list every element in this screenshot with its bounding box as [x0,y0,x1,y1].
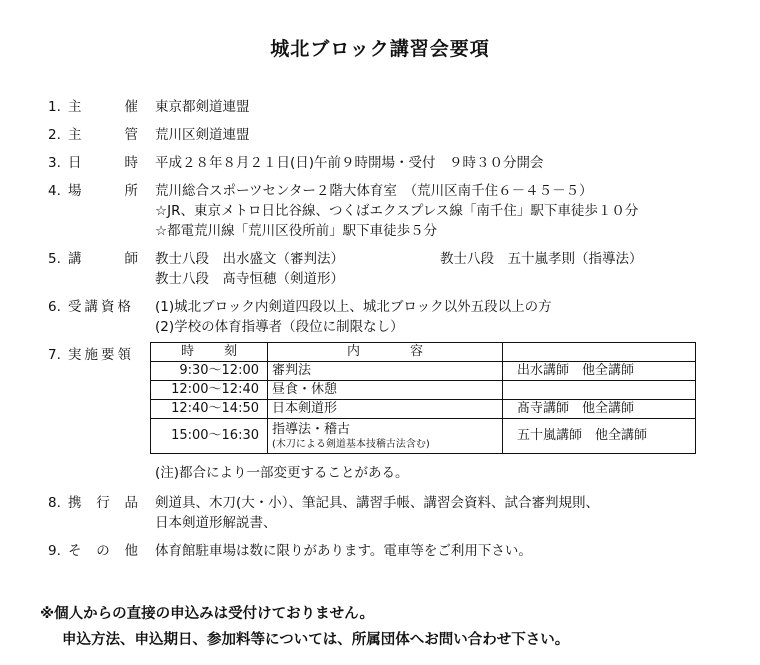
item-number: 9. [48,543,61,559]
row-lecturer: 髙寺講師 他全講師 [503,400,696,419]
item-number: 2. [48,127,61,143]
row-time: 12:00～12:40 [151,381,268,400]
label-char: そ [68,543,82,559]
row-time: 15:00～16:30 [151,419,268,454]
label-char: 師 [124,251,138,267]
table-header-row [151,343,696,362]
venue-line: 荒川総合スポーツセンター２階大体育室 （荒川区南千住６－４５－５） [155,183,593,199]
item-number: 6. [48,299,61,315]
item-number: 1. [48,99,61,115]
header-char: 内 [346,344,360,359]
footer-notice: ※個人からの直接の申込みは受付けておりません。 [40,606,374,622]
item-number: 3. [48,155,61,171]
table-row [151,419,696,454]
item-number: 8. [48,495,61,511]
label-char: 講 [68,251,82,267]
item-number: 4. [48,183,61,199]
label-char: 主 [68,99,82,115]
label-char: 場 [68,183,82,199]
other-value: 体育館駐車場は数に限りがあります。電車等をご利用下さい。 [155,543,532,559]
item-label-venue [68,182,138,200]
item-label-belongings [68,494,138,512]
item-label-eligibility: 受講資格 [68,299,134,315]
label-char: 管 [124,127,138,143]
item-label-management [68,126,138,144]
venue-access-line: ☆JR、東京メトロ日比谷線、つくばエクスプレス線「南千住」駅下車徒歩１０分 [155,203,639,219]
row-lecturer [503,381,696,400]
eligibility-line: (1)城北ブロック内剣道四段以上、城北ブロック以外五段以上の方 [155,299,552,315]
header-char: 容 [410,344,424,359]
instructor: 教士八段 五十嵐孝則（指導法） [440,251,643,267]
footer-notice: 申込方法、申込期日、参加料等については、所属団体へお問い合わせ下さい。 [62,632,570,648]
header-content [268,343,503,362]
item-label-datetime [68,154,138,172]
label-char: 行 [96,495,110,511]
table-row [151,400,696,419]
table-row [151,381,696,400]
belongings-line: 日本剣道形解説書、 [155,515,277,531]
schedule-table [150,342,696,454]
label-char: 携 [68,495,82,511]
header-lecturer [503,343,696,362]
row-content-sub: (木刀による剣道基本技稽古法含む) [272,438,430,450]
row-content: 審判法 [268,362,503,381]
venue-access-line: ☆都電荒川線「荒川区役所前」駅下車徒歩５分 [155,223,438,239]
instructor: 教士八段 髙寺恒穂（剣道形） [155,271,344,287]
row-content: 日本剣道形 [268,400,503,419]
management-value: 荒川区剣道連盟 [155,127,250,143]
row-time: 9:30～12:00 [151,362,268,381]
label-char: 品 [124,495,138,511]
item-label-other [68,542,138,560]
label-char: の [96,543,110,559]
eligibility-line: (2)学校の体育指導者（段位に制限なし） [155,319,404,335]
label-char: 主 [68,127,82,143]
instructor: 教士八段 出水盛文（審判法） [155,251,344,267]
header-char: 刻 [224,344,238,359]
row-lecturer: 出水講師 他全講師 [503,362,696,381]
row-time: 12:40～14:50 [151,400,268,419]
row-content-main: 指導法・稽古 [272,421,351,437]
label-char: 所 [124,183,138,199]
item-label-instructors [68,250,138,268]
row-lecturer: 五十嵐講師 他全講師 [503,419,696,454]
organizer-value: 東京都剣道連盟 [155,99,250,115]
label-char: 他 [124,543,138,559]
table-row [151,362,696,381]
label-char: 時 [124,155,138,171]
item-number: 7. [48,347,61,363]
item-number: 5. [48,251,61,267]
row-content [268,419,503,454]
document-title: 城北ブロック講習会要項 [270,38,490,60]
item-label-procedure: 実施要領 [68,347,134,363]
label-char: 催 [124,99,138,115]
item-label-organizer [68,98,138,116]
label-char: 日 [68,155,82,171]
belongings-line: 剣道具、木刀(大・小）、筆記具、講習手帳、講習会資料、試合審判規則、 [155,495,600,511]
header-char: 時 [180,344,194,359]
schedule-note: (注)都合により一部変更することがある。 [155,465,409,481]
header-time [151,343,268,362]
datetime-value: 平成２８年８月２１日(日)午前９時開場・受付 ９時３０分開会 [155,155,544,171]
row-content: 昼食・休憩 [268,381,503,400]
